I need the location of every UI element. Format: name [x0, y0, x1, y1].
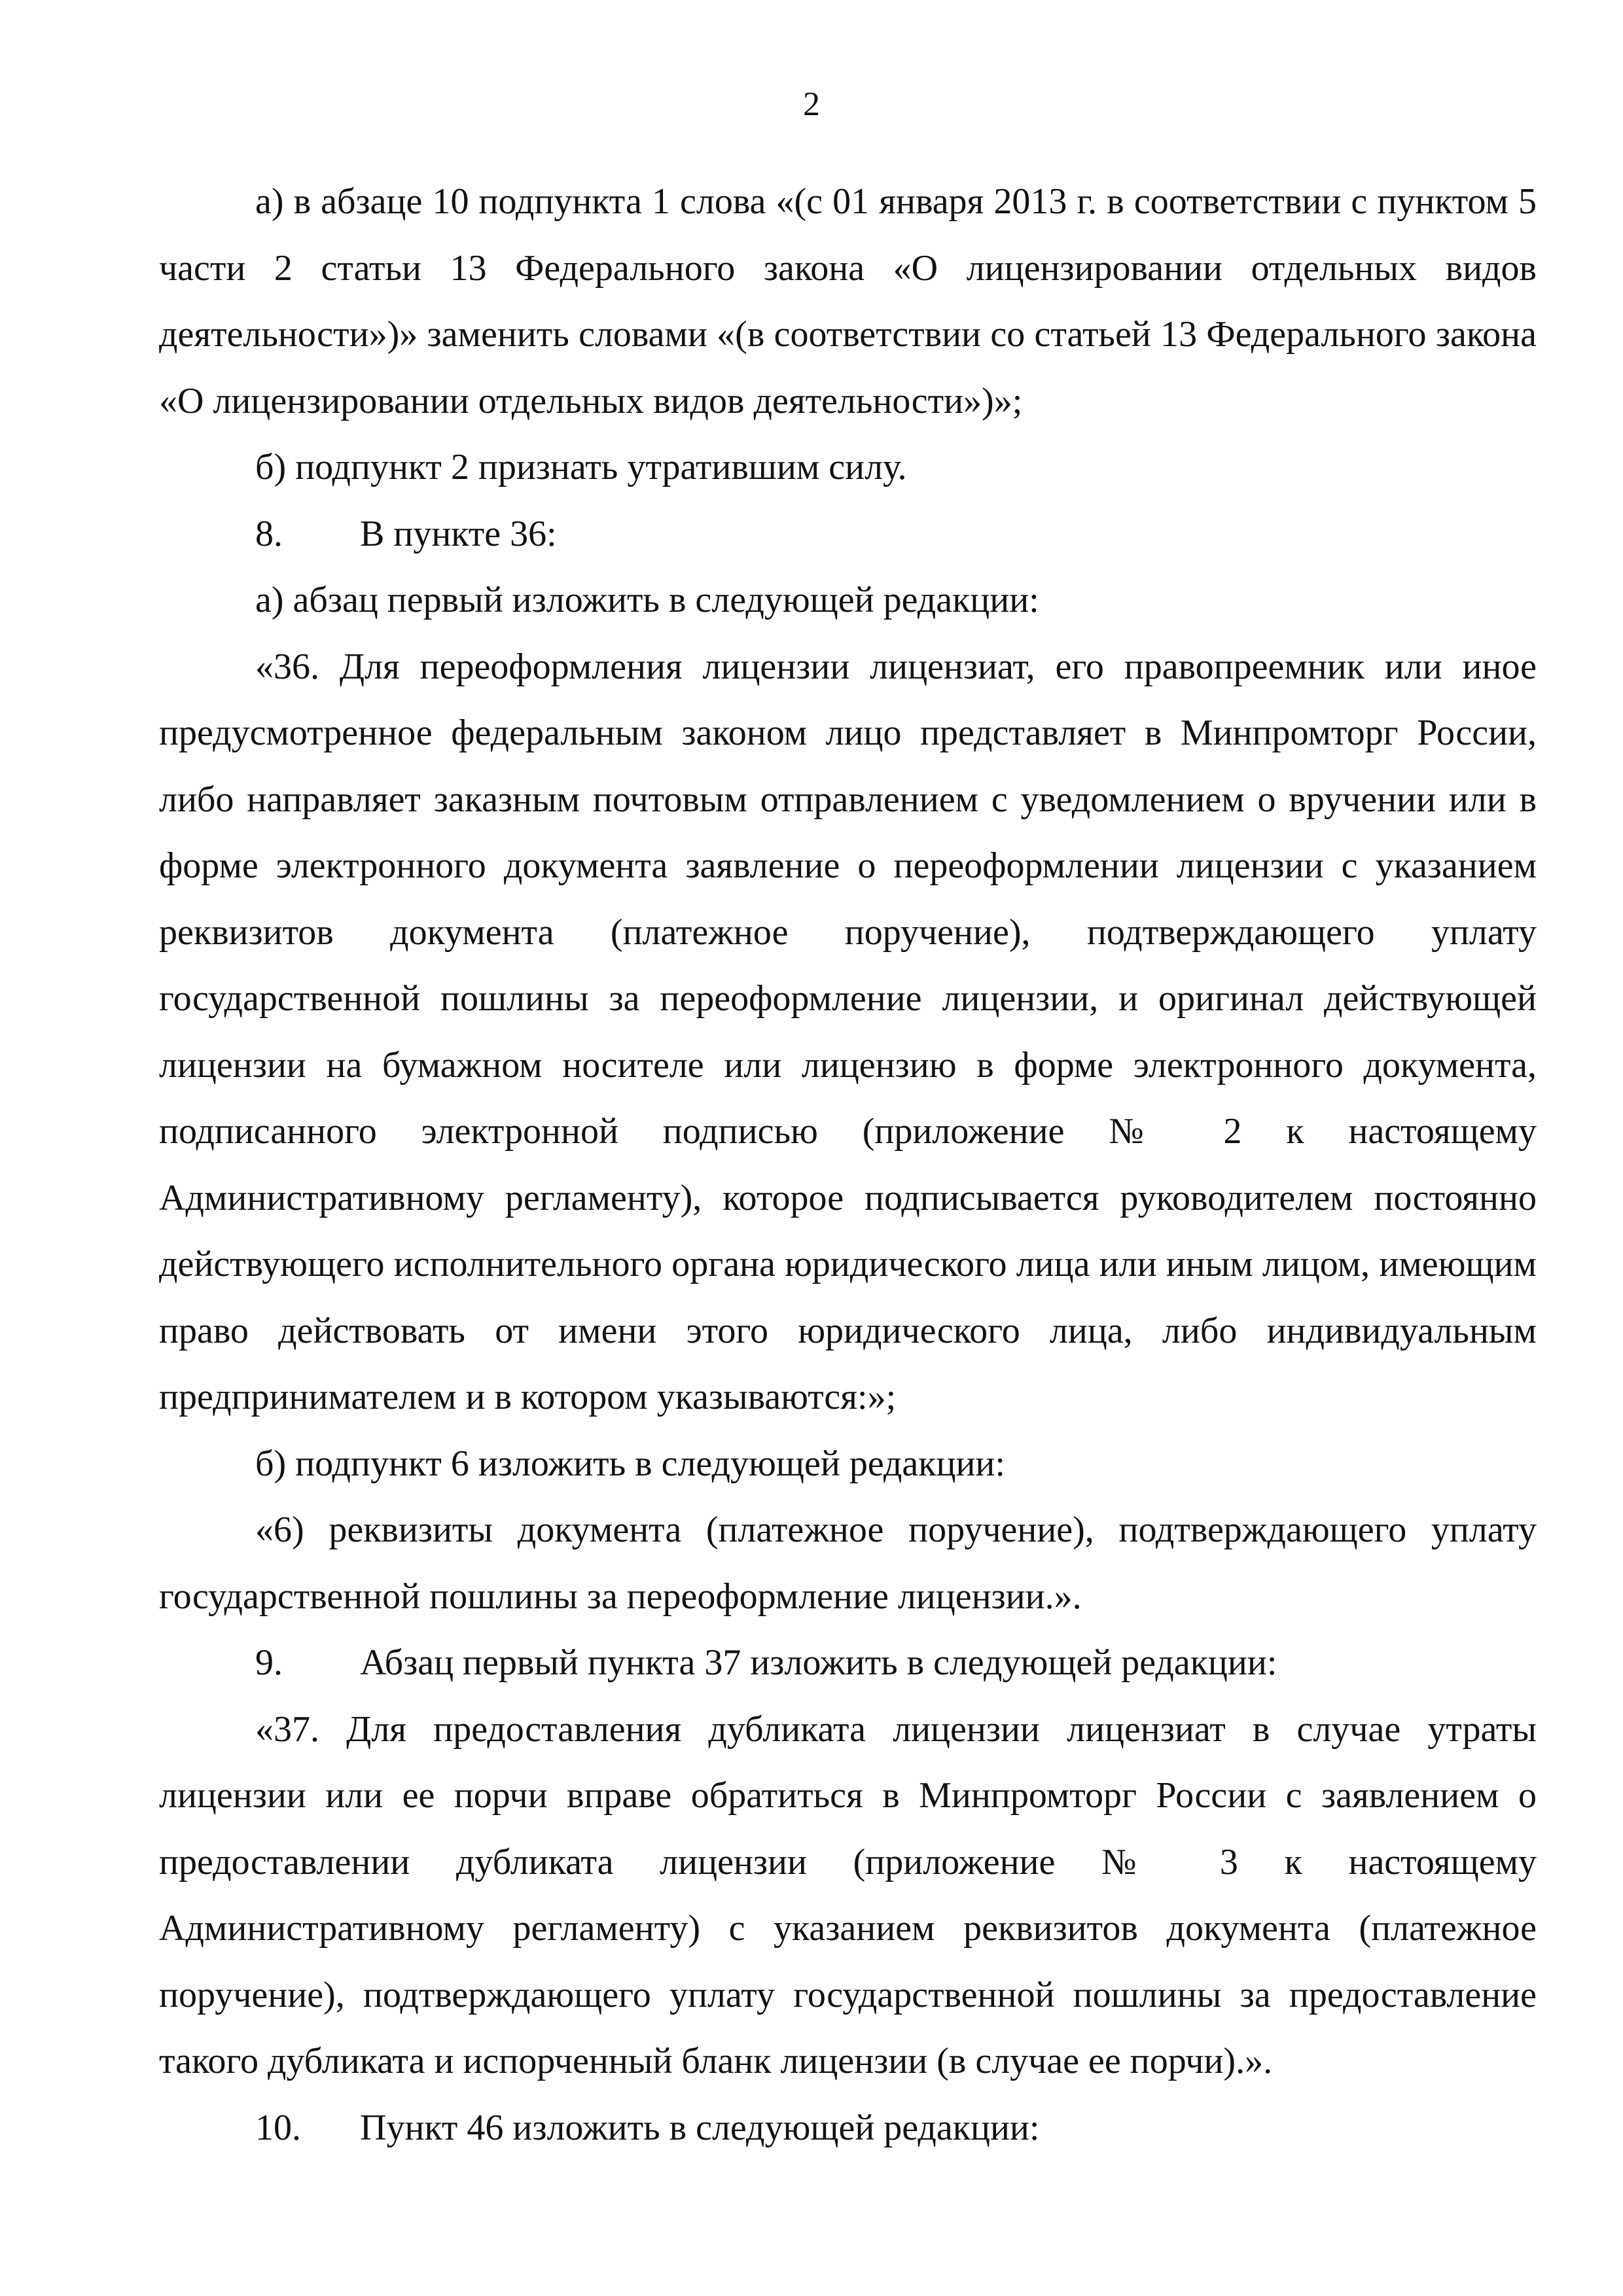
item-text: В пункте 36:: [360, 513, 557, 554]
page-number: 2: [803, 86, 820, 123]
document-body: [159, 169, 1537, 2161]
paragraph-amendment-a: а) в абзаце 10 подпункта 1 слова «(с 01 января 2013 г. в соответствии с пунктом 5 части 2 статьи 13 Федерального закона «О лицензировании отдельных видов деятельности»)» заменить словами «(в соответствии со статьей 13 Федерального закона «О лицензировании отдельных видов деятельности»)»;: [159, 181, 1537, 421]
item-number: 8.: [255, 513, 283, 554]
paragraph-item8-b: б) подпункт 6 изложить в следующей редакции:: [255, 1443, 1005, 1484]
numbered-item-8: [159, 501, 1537, 568]
item-number: 9.: [255, 1642, 283, 1683]
item-text: Пункт 46 изложить в следующей редакции:: [360, 2107, 1040, 2148]
paragraph-amendment-b: б) подпункт 2 признать утратившим силу.: [255, 447, 907, 487]
item-text: Абзац первый пункта 37 изложить в следующей редакции:: [360, 1642, 1277, 1683]
paragraph-clause-36: «36. Для переоформления лицензии лицензиат, его правопреемник или иное предусмотренное федеральным законом лицо представляет в Минпромторг России, либо направляет заказным почтовым отправлением с уведомлением о вручении или в форме электронного документа заявление о переоформлении лицензии с указанием реквизитов документа (платежное поручение), подтверждающего уплату государственной пошлины за переоформление лицензии, и оригинал действующей лицензии на бумажном носителе или лицензию в форме электронного документа, подписанного электронной подписью (приложение № 2 к настоящему Административному регламенту), которое подписывается руководителем постоянно действующего исполнительного органа юридического лица или иным лицом, имеющим право действовать от имени этого юридического лица, либо индивидуальным предпринимателем и в котором указываются:»;: [159, 646, 1537, 1417]
paragraph-clause-37: «37. Для предоставления дубликата лицензии лицензиат в случае утраты лицензии или ее порчи вправе обратиться в Минпромторг России с заявлением о предоставлении дубликата лицензии (приложение № 3 к настоящему Административному регламенту) с указанием реквизитов документа (платежное поручение), подтверждающего уплату государственной пошлины за предоставление такого дубликата и испорченный бланк лицензии (в случае ее порчи).».: [159, 1708, 1537, 2081]
item-number: 10.: [255, 2107, 301, 2148]
numbered-item-9: [159, 1630, 1537, 1697]
paragraph-subclause-6: «6) реквизиты документа (платежное поручение), подтверждающего уплату государственной пошлины за переоформление лицензии.».: [159, 1510, 1537, 1617]
paragraph-item8-a: а) абзац первый изложить в следующей редакции:: [255, 580, 1039, 620]
numbered-item-10: [159, 2095, 1537, 2162]
